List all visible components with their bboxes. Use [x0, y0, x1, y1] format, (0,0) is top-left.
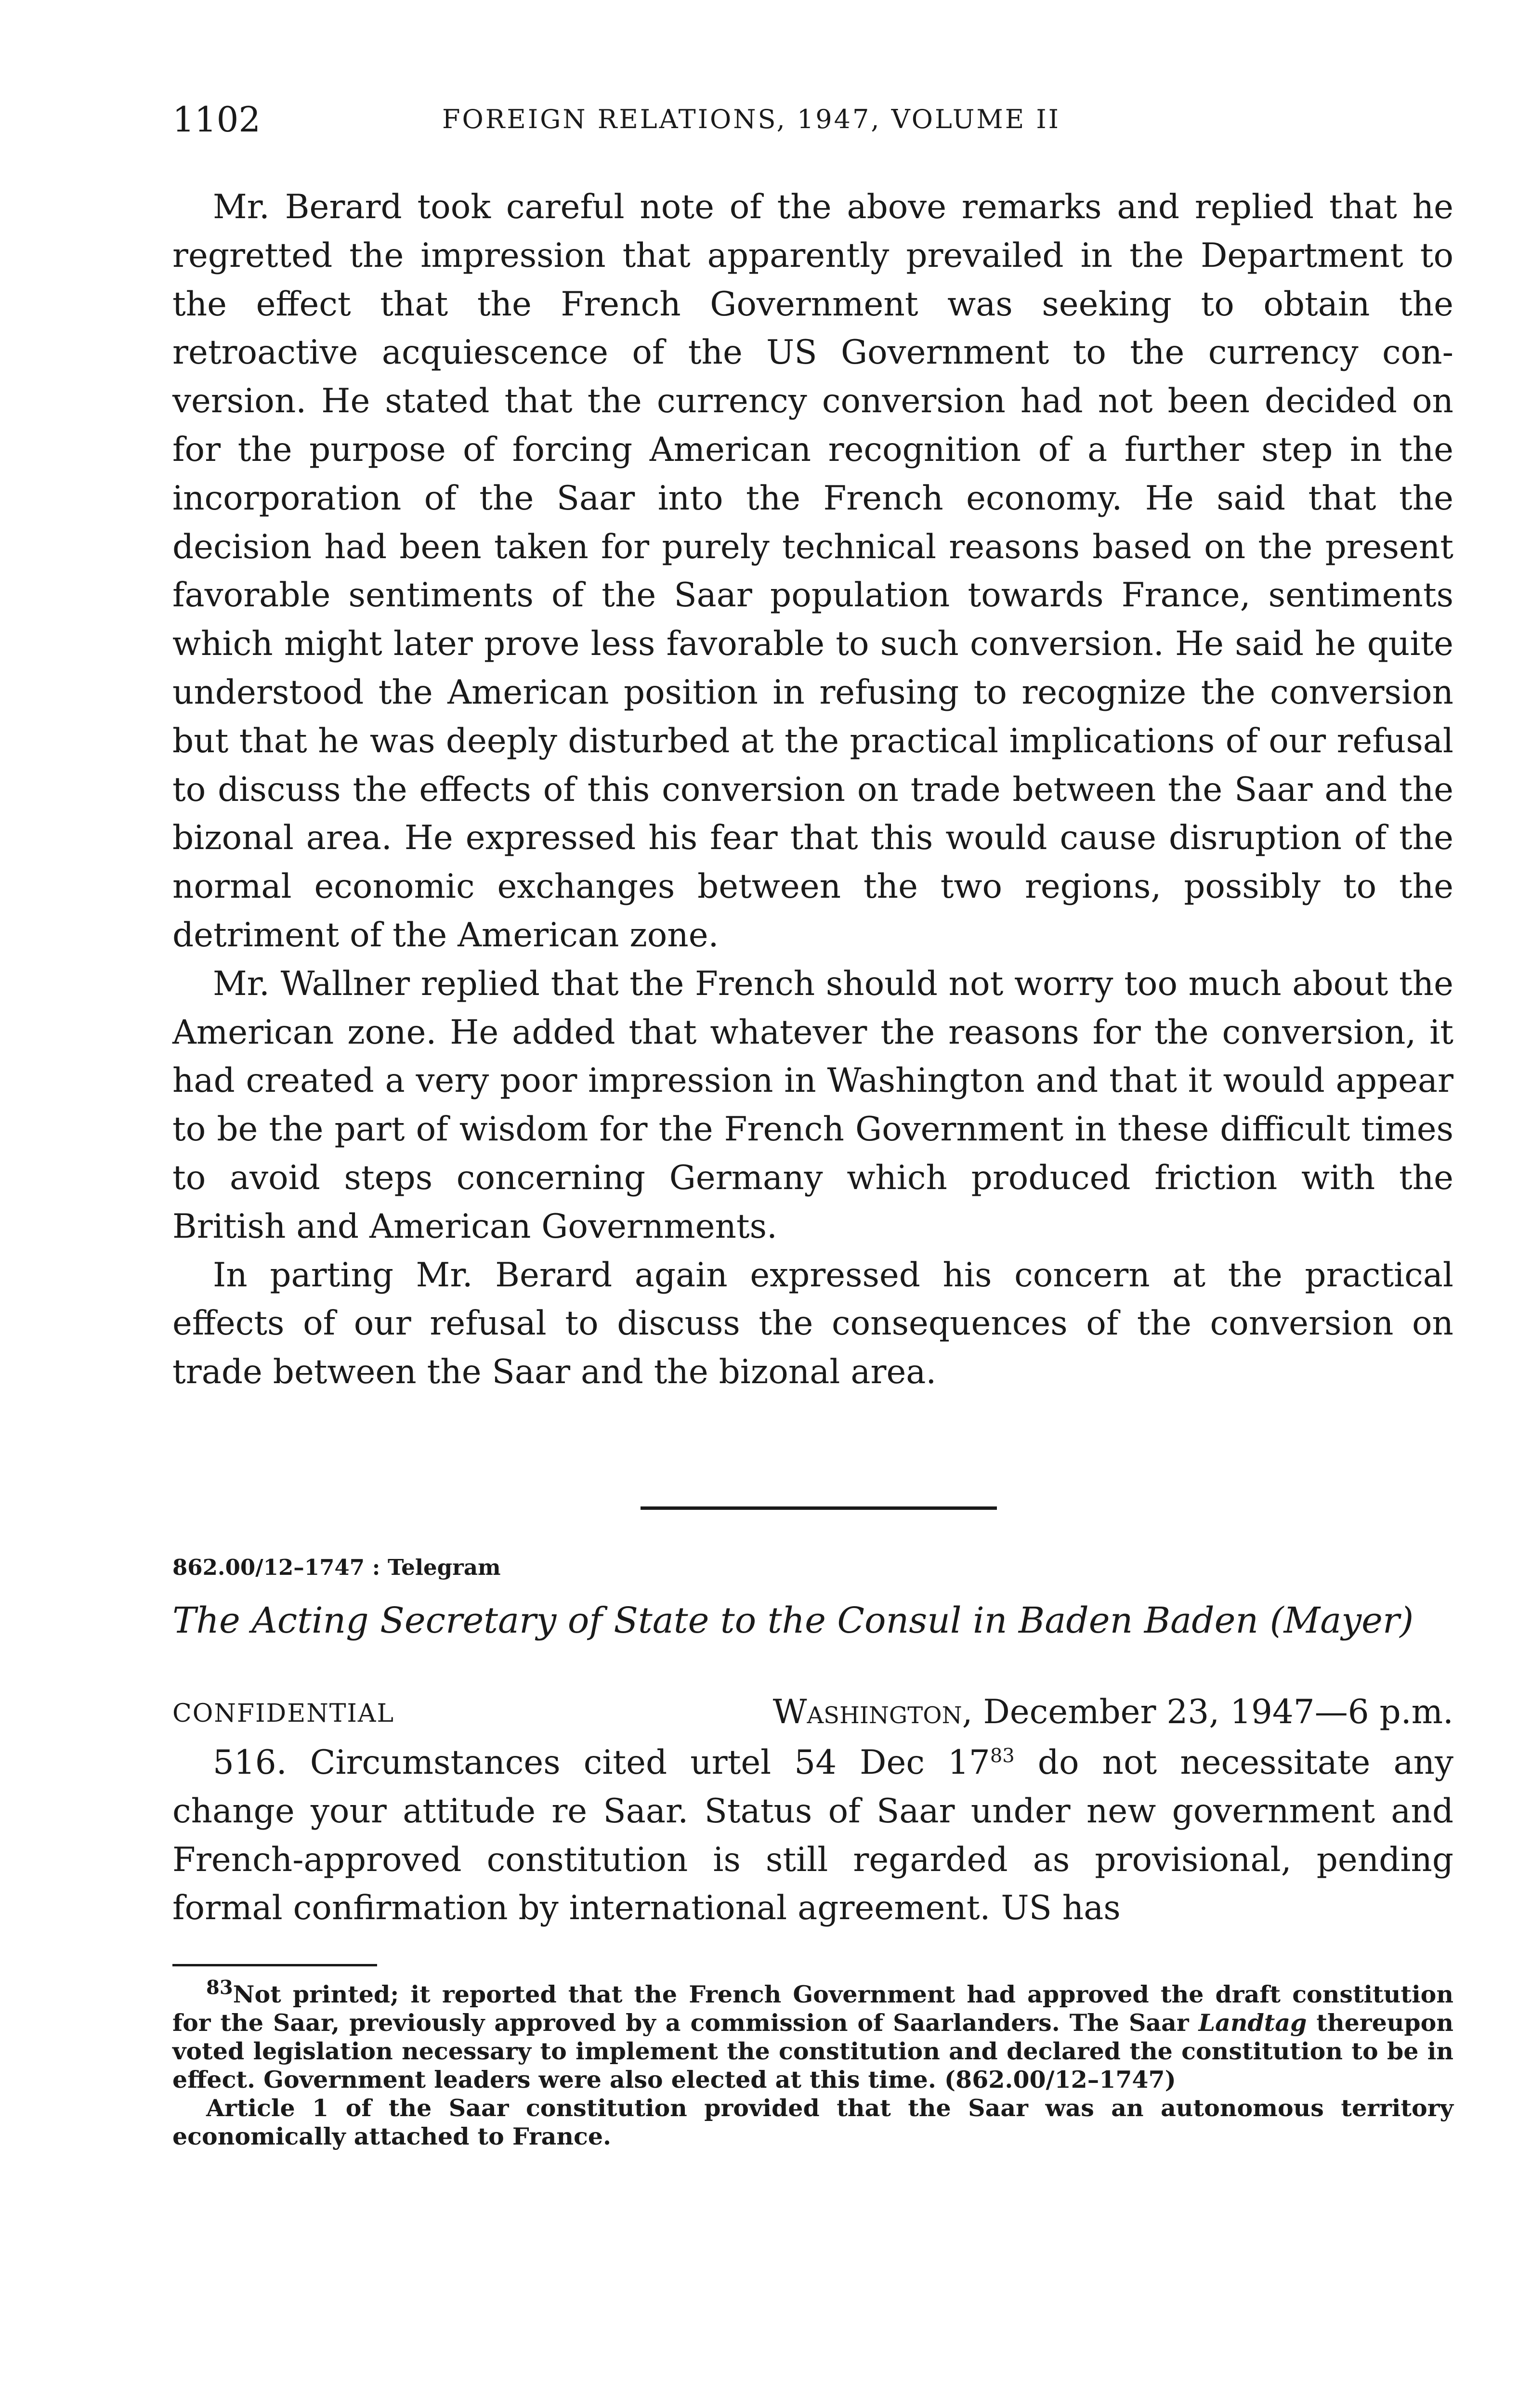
- footnote-ref: 83: [990, 1745, 1015, 1767]
- footnote: [172, 1976, 1453, 2094]
- running-head: FOREIGN RELATIONS, 1947, VOLUME II: [442, 104, 1060, 134]
- paragraph: Mr. Berard took careful note of the above remarks and replied that he regretted the impression that apparently prevailed in the Department to the effect that the French Government was seeking to obtain the retroactive acquiescence of the US Government to the currency conversion. He stated that the currency conversion had not been decided on for the purpose of forcing American recognition of a further step in the incorporation of the Saar into the French economy. He said that the decision had been taken for purely technical reasons based on the present favorable sentiments of the Saar population towards France, sentiments which might later prove less favorable to such conversion. He said he quite understood the American position in refusing to recognize the conversion but that he was deeply disturbed at the practical implications of our refusal to discuss the effects of this conversion on trade between the Saar and the bizonal area. He expressed his fear that this would cause disruption of the normal economic exchanges between the two regions, possibly to the detriment of the American zone.: [172, 188, 1453, 955]
- footnotes: [172, 1976, 1453, 2151]
- page-number: 1102: [172, 99, 261, 140]
- telegram-body-start: 516. Circumstances cited urtel 54 Dec 17: [213, 1743, 990, 1782]
- footnote-text: Not printed; it reported that the French Government had approved the draft constitution for the Saar, previously approved by a commission of Saarlanders. The Saar: [172, 1980, 1453, 2037]
- classification-label: CONFIDENTIAL: [172, 1699, 394, 1728]
- dateline-date: , December 23, 1947—6 p.m.: [962, 1693, 1453, 1731]
- section-divider: [641, 1506, 997, 1510]
- footnote-rule: [172, 1964, 377, 1966]
- footnote: Article 1 of the Saar constitution provided that the Saar was an autonomous territory economically attached to France.: [172, 2094, 1453, 2150]
- footnote-text: thereupon voted legislation necessary to implement the constitution and declared the constitution to be in effect. Government leaders were also elected at this time. (862.00/12–1747): [172, 2009, 1453, 2094]
- document-title: The Acting Secretary of State to the Consul in Baden Baden (Mayer): [172, 1600, 1414, 1641]
- footnote-marker: 83: [206, 1976, 233, 1999]
- telegram-text: [172, 1739, 1453, 1933]
- dateline: [694, 1688, 1453, 1736]
- footnote-italic: Landtag: [1198, 2009, 1307, 2037]
- paragraph: In parting Mr. Berard again expressed his concern at the practical effects of our refusal to discuss the consequences of the conversion on trade between the Saar and the bizonal area.: [172, 1256, 1453, 1392]
- continued-text: [172, 183, 1453, 1397]
- dateline-place: Washington: [772, 1693, 962, 1731]
- paragraph: Mr. Wallner replied that the French should not worry too much about the American zone. He added that whatever the reasons for the conversion, it had created a very poor impression in Washington and that it would appear to be the part of wisdom for the French Government in these difficult times to avoid steps concerning Germany which produced friction with the British and American Governments.: [172, 964, 1453, 1246]
- page-header: [172, 91, 1453, 148]
- file-number: 862.00/12–1747 : Telegram: [172, 1555, 501, 1580]
- telegram-body-end: do not necessitate any change your attitude re Saar. Status of Saar under new government and French-approved constitution is still regarded as provisional, pending formal confirmation by international agreement. US has: [172, 1743, 1453, 1928]
- paragraph: [172, 1739, 1453, 1933]
